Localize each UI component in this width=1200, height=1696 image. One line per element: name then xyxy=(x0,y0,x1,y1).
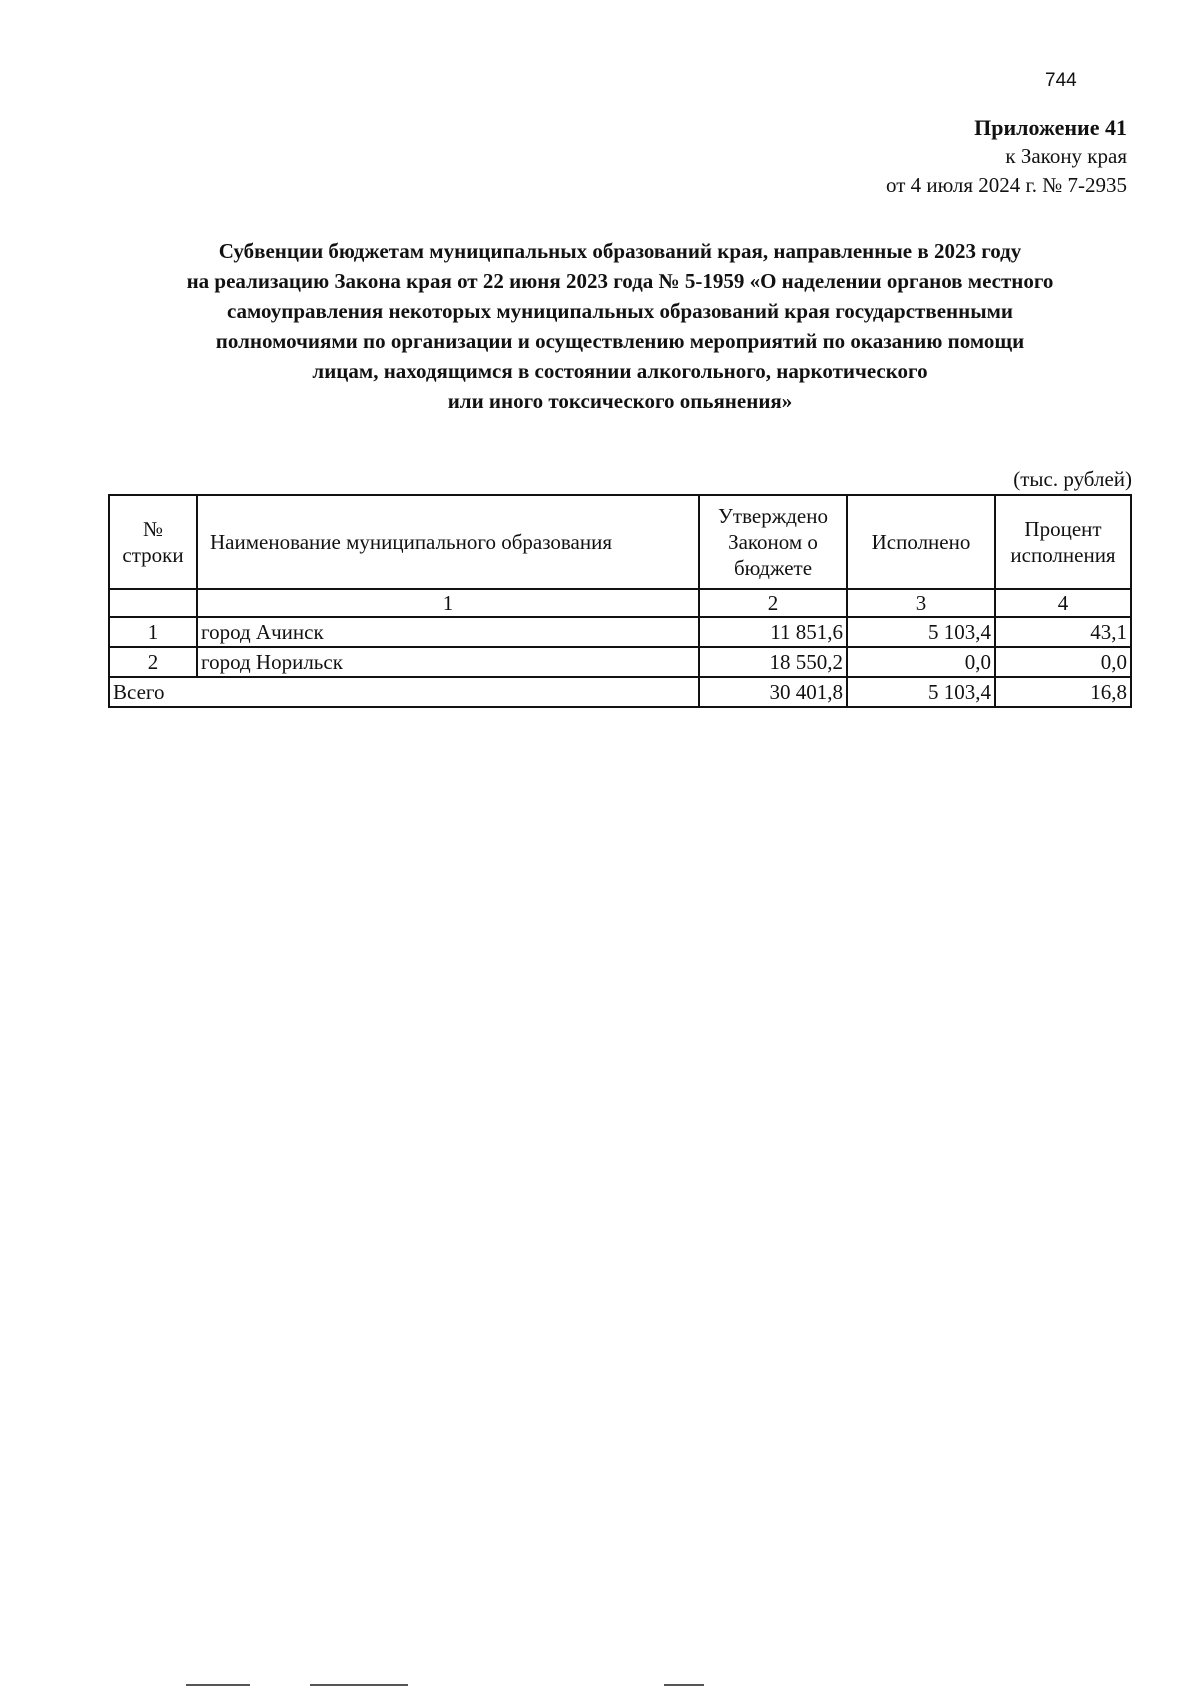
title-line: Субвенции бюджетам муниципальных образований края, направленные в 2023 году xyxy=(218,239,1022,263)
executed-value: 5 103,4 xyxy=(847,617,995,647)
page-number: 744 xyxy=(1045,70,1077,91)
approved-value: 11 851,6 xyxy=(699,617,847,647)
column-number xyxy=(109,589,197,617)
appendix-law-date: от 4 июля 2024 г. № 7-2935 xyxy=(886,173,1127,197)
approved-value: 18 550,2 xyxy=(699,647,847,677)
column-number: 1 xyxy=(197,589,699,617)
row-number: 2 xyxy=(109,647,197,677)
percent-value: 43,1 xyxy=(995,617,1131,647)
header-approved: Утверждено Законом о бюджете xyxy=(699,495,847,589)
table-row xyxy=(109,617,1131,647)
municipality-name: город Ачинск xyxy=(197,617,699,647)
appendix-law-reference: к Закону края xyxy=(1005,144,1127,168)
appendix-block xyxy=(886,113,1127,200)
executed-value: 0,0 xyxy=(847,647,995,677)
column-number: 3 xyxy=(847,589,995,617)
document-title xyxy=(100,236,1140,416)
units-label: (тыс. рублей) xyxy=(1013,467,1132,491)
table-row xyxy=(109,647,1131,677)
total-executed: 5 103,4 xyxy=(847,677,995,707)
header-municipality-name: Наименование муниципального образования xyxy=(197,495,699,589)
footer-scan-mark xyxy=(310,1684,408,1686)
footer-scan-mark xyxy=(186,1684,250,1686)
column-number: 2 xyxy=(699,589,847,617)
table-header-row xyxy=(109,495,1131,589)
total-percent: 16,8 xyxy=(995,677,1131,707)
row-number: 1 xyxy=(109,617,197,647)
column-numbers-row xyxy=(109,589,1131,617)
title-line: полномочиями по организации и осуществлению мероприятий по оказанию помощи xyxy=(215,329,1025,353)
total-label: Всего xyxy=(109,677,699,707)
appendix-title: Приложение 41 xyxy=(974,115,1127,140)
title-line: лицам, находящимся в состоянии алкогольного, наркотического xyxy=(312,359,928,383)
column-number: 4 xyxy=(995,589,1131,617)
percent-value: 0,0 xyxy=(995,647,1131,677)
header-percent: Процент исполнения xyxy=(995,495,1131,589)
total-approved: 30 401,8 xyxy=(699,677,847,707)
header-executed: Исполнено xyxy=(847,495,995,589)
title-line: самоуправления некоторых муниципальных образований края государственными xyxy=(226,299,1014,323)
footer-scan-mark xyxy=(664,1684,704,1686)
title-line: или иного токсического опьянения» xyxy=(447,389,793,413)
header-row-number: № строки xyxy=(109,495,197,589)
municipality-name: город Норильск xyxy=(197,647,699,677)
title-line: на реализацию Закона края от 22 июня 2023 года № 5-1959 «О наделении органов местного xyxy=(186,269,1054,293)
total-row xyxy=(109,677,1131,707)
subsidies-table xyxy=(108,494,1132,708)
